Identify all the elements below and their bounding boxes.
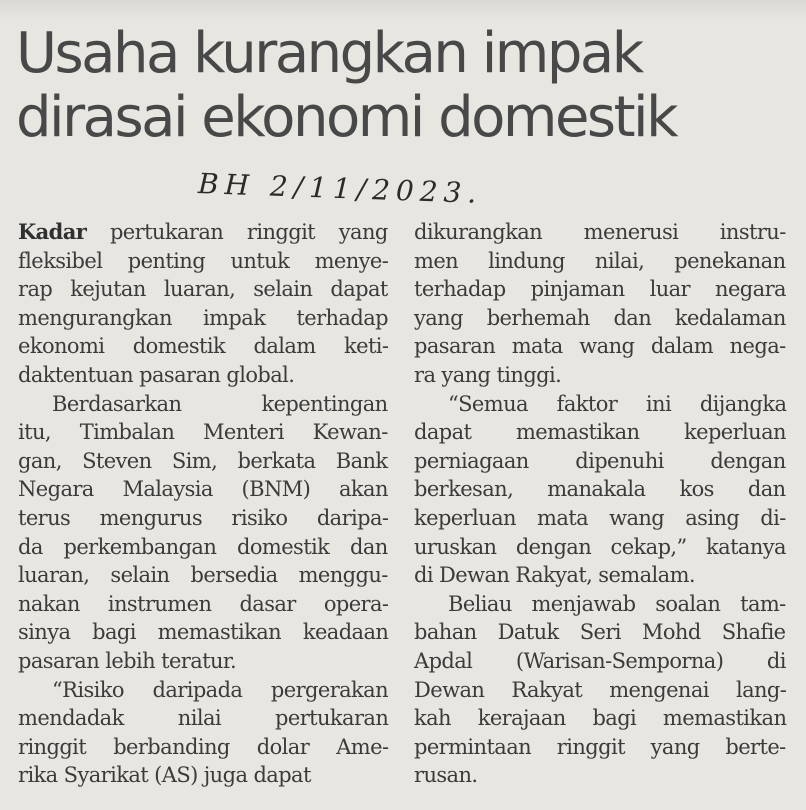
article-text-line bbox=[18, 275, 388, 304]
line-text: mengurangkan impak terhadap bbox=[18, 305, 388, 330]
line-text: terhadap pinjaman luar negara bbox=[414, 277, 786, 302]
article-text-line bbox=[414, 304, 786, 333]
line-text: ra yang tinggi. bbox=[414, 362, 562, 387]
line-text: di Dewan Rakyat, semalam. bbox=[414, 563, 695, 588]
line-text: pertukaran ringgit yang bbox=[86, 220, 388, 244]
article-text-line bbox=[414, 218, 786, 247]
article-text-line bbox=[18, 418, 388, 447]
article-text-line bbox=[18, 704, 388, 733]
article-text-line bbox=[414, 361, 786, 390]
line-text: sinya bagi memastikan keadaan bbox=[18, 620, 389, 645]
line-text: fleksibel penting untuk menye- bbox=[18, 248, 389, 273]
article-column-right bbox=[414, 218, 786, 790]
line-text: da perkembangan domestik dan bbox=[18, 534, 388, 559]
article-text-line bbox=[18, 647, 388, 676]
line-text: nakan instrumen dasar opera- bbox=[18, 591, 389, 616]
article-text-line bbox=[414, 647, 786, 676]
line-text: terus mengurus risiko daripa- bbox=[18, 505, 389, 530]
article-text-line bbox=[18, 247, 388, 276]
line-text: rusan. bbox=[414, 763, 478, 788]
line-text: dapat memastikan keperluan bbox=[414, 420, 786, 445]
line-text: dikurangkan menerusi instru- bbox=[414, 220, 786, 244]
article-text-line bbox=[414, 704, 786, 733]
article-text-line bbox=[414, 475, 786, 504]
line-text: luaran, selain bersedia menggu- bbox=[18, 563, 388, 588]
line-text: permintaan ringgit yang berte- bbox=[414, 734, 786, 759]
line-text: Beliau menjawab soalan tam- bbox=[448, 591, 786, 616]
article-text-line bbox=[414, 618, 786, 647]
line-text: Berdasarkan kepentingan bbox=[52, 391, 388, 416]
article-text-line bbox=[18, 733, 388, 762]
article-text-line bbox=[414, 733, 786, 762]
lead-word: Kadar bbox=[18, 219, 87, 244]
article-text-line bbox=[414, 561, 786, 590]
line-text: gan, Steven Sim, berkata Bank bbox=[18, 448, 388, 473]
article-text-line bbox=[414, 447, 786, 476]
line-text: perniagaan dipenuhi dengan bbox=[414, 448, 786, 473]
line-text: mendadak nilai pertukaran bbox=[18, 706, 389, 731]
line-text: rika Syarikat (AS) juga dapat bbox=[18, 763, 311, 788]
article-text-line bbox=[414, 761, 786, 790]
line-text: itu, Timbalan Menteri Kewan- bbox=[18, 420, 388, 445]
article-text-line bbox=[18, 618, 388, 647]
line-text: ekonomi domestik dalam keti- bbox=[18, 334, 389, 359]
line-text: kah kerajaan bagi memastikan bbox=[414, 706, 787, 731]
article-text-line bbox=[414, 275, 786, 304]
line-text: daktentuan pasaran global. bbox=[18, 362, 295, 387]
line-text: Dewan Rakyat mengenai lang- bbox=[414, 677, 787, 702]
line-text: pasaran lebih teratur. bbox=[18, 648, 237, 673]
line-text: yang berhemah dan kedalaman bbox=[414, 305, 786, 330]
article-text-line bbox=[414, 418, 786, 447]
article-text-line bbox=[414, 533, 786, 562]
article-text-line bbox=[414, 332, 786, 361]
line-text: uruskan dengan cekap,” katanya bbox=[414, 534, 786, 559]
article-text-line bbox=[18, 390, 388, 419]
line-text: Apdal (Warisan-Semporna) di bbox=[414, 648, 786, 673]
line-text: bahan Datuk Seri Mohd Shafie bbox=[414, 620, 786, 645]
line-text: rap kejutan luaran, selain dapat bbox=[18, 277, 388, 302]
headline-line-2: dirasai ekonomi domestik bbox=[16, 85, 677, 150]
article-text-line bbox=[414, 247, 786, 276]
line-text: men lindung nilai, penekanan bbox=[414, 248, 786, 273]
line-text: “Risiko daripada pergerakan bbox=[52, 677, 389, 702]
article-column-left bbox=[18, 218, 388, 790]
headline-line-1: Usaha kurangkan impak bbox=[16, 21, 642, 86]
article-text-line bbox=[414, 676, 786, 705]
previous-article-bleed bbox=[0, 0, 806, 20]
article-text-line bbox=[18, 447, 388, 476]
article-text-line bbox=[414, 504, 786, 533]
article-text-line bbox=[414, 390, 786, 419]
article-text-line bbox=[18, 533, 388, 562]
article-headline bbox=[16, 22, 796, 150]
line-text: ringgit berbanding dolar Ame- bbox=[18, 734, 389, 759]
article-text-line bbox=[414, 590, 786, 619]
line-text: Negara Malaysia (BNM) akan bbox=[18, 477, 388, 502]
article-text-line bbox=[18, 590, 388, 619]
article-text-line bbox=[18, 218, 388, 247]
handwritten-source-date-annotation: BH 2/11/2023. bbox=[197, 167, 483, 210]
article-text-line bbox=[18, 304, 388, 333]
article-text-line bbox=[18, 676, 388, 705]
article-text-line bbox=[18, 361, 388, 390]
line-text: keperluan mata wang asing di- bbox=[414, 505, 786, 530]
line-text: “Semua faktor ini dijangka bbox=[448, 391, 787, 416]
article-text-line bbox=[18, 475, 388, 504]
line-text: berkesan, manakala kos dan bbox=[414, 477, 786, 502]
article-text-line bbox=[18, 561, 388, 590]
article-text-line bbox=[18, 332, 388, 361]
article-text-line bbox=[18, 504, 388, 533]
article-text-line bbox=[18, 761, 388, 790]
line-text: pasaran mata wang dalam nega- bbox=[414, 334, 786, 359]
